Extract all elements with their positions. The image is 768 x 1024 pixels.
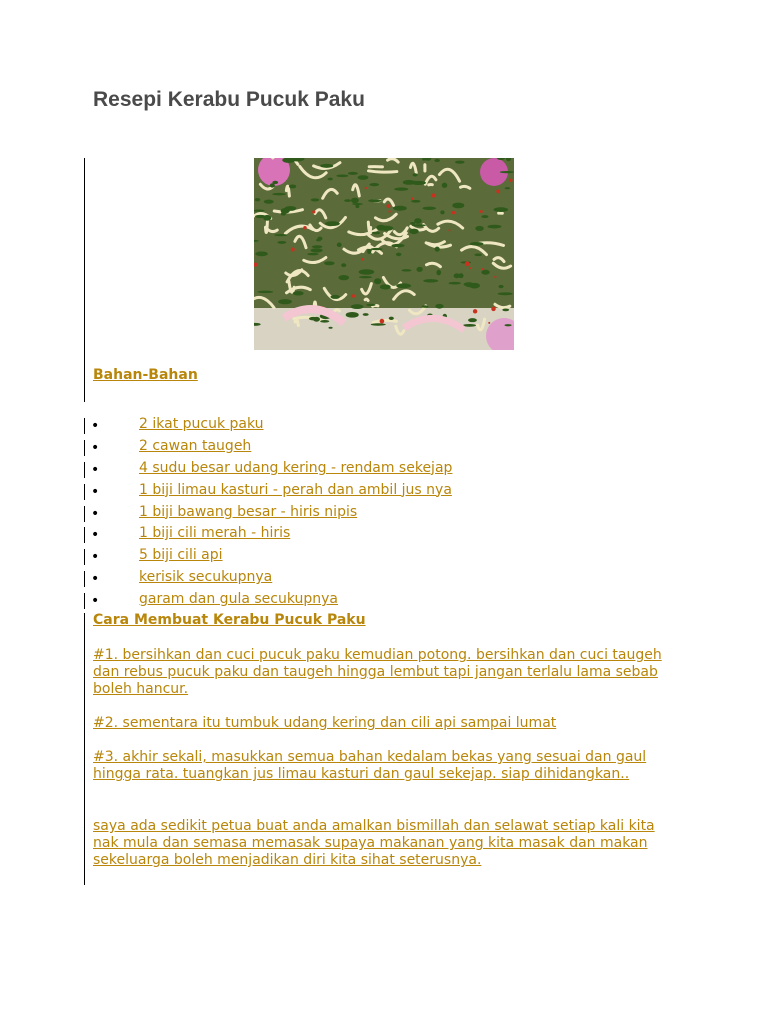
tips-paragraph[interactable]: saya ada sedikit petua buat anda amalkan bismillah dan selawat setiap kali kita nak mula dan semasa memasak supaya makanan yang kita masak dan makan sekeluarga boleh menjadikan diri kita sihat seterusnya. bbox=[93, 818, 655, 868]
list-item-marker-line bbox=[84, 506, 85, 522]
list-item-marker-line bbox=[84, 418, 85, 434]
bullet-icon: • bbox=[91, 549, 100, 566]
bullet-icon: • bbox=[91, 461, 100, 478]
bullet-icon: • bbox=[91, 571, 100, 588]
bullet-icon: • bbox=[91, 593, 100, 610]
list-item-marker-line bbox=[84, 571, 85, 587]
ingredient-link[interactable]: kerisik secukupnya bbox=[139, 569, 273, 586]
ingredient-link[interactable]: 5 biji cili api bbox=[139, 547, 223, 564]
ingredients-heading[interactable]: Bahan-Bahan bbox=[93, 367, 198, 383]
list-item-marker-line bbox=[84, 462, 85, 478]
bullet-icon: • bbox=[91, 483, 100, 500]
ingredient-link[interactable]: garam dan gula secukupnya bbox=[139, 591, 339, 608]
page-title: Resepi Kerabu Pucuk Paku bbox=[93, 88, 365, 111]
ingredient-link[interactable]: 1 biji bawang besar - hiris nipis bbox=[139, 503, 358, 520]
ingredient-link[interactable]: 1 biji limau kasturi - perah dan ambil jus nya bbox=[139, 481, 452, 498]
list-item-marker-line bbox=[84, 593, 85, 609]
left-border-bottom bbox=[84, 613, 85, 885]
method-heading[interactable]: Cara Membuat Kerabu Pucuk Paku bbox=[93, 612, 366, 628]
bullet-icon: • bbox=[91, 439, 100, 456]
bullet-icon: • bbox=[91, 527, 100, 544]
bullet-icon: • bbox=[91, 505, 100, 522]
list-item-marker-line bbox=[84, 549, 85, 565]
ingredient-link[interactable]: 2 ikat pucuk paku bbox=[139, 416, 264, 432]
step-2[interactable]: #2. sementara itu tumbuk udang kering dan cili api sampai lumat bbox=[93, 715, 557, 731]
ingredient-link[interactable]: 2 cawan taugeh bbox=[139, 437, 252, 454]
salad-photo bbox=[254, 158, 514, 350]
list-item-marker-line bbox=[84, 527, 85, 543]
list-item-marker-line bbox=[84, 484, 85, 500]
ingredient-link[interactable]: 1 biji cili merah - hiris bbox=[139, 525, 291, 542]
left-border-top bbox=[84, 158, 85, 402]
step-1[interactable]: #1. bersihkan dan cuci pucuk paku kemudian potong. bersihkan dan cuci taugeh dan rebus pucuk paku dan taugeh hingga lembut tapi jangan terlalu lama sebab boleh hancur. bbox=[93, 647, 662, 697]
ingredient-link[interactable]: 4 sudu besar udang kering - rendam sekejap bbox=[139, 459, 453, 476]
bullet-icon: • bbox=[91, 418, 100, 434]
step-3[interactable]: #3. akhir sekali, masukkan semua bahan kedalam bekas yang sesuai dan gaul hingga rata. tuangkan jus limau kasturi dan gaul sekejap. siap dihidangkan.. bbox=[93, 749, 647, 782]
list-item-marker-line bbox=[84, 440, 85, 456]
